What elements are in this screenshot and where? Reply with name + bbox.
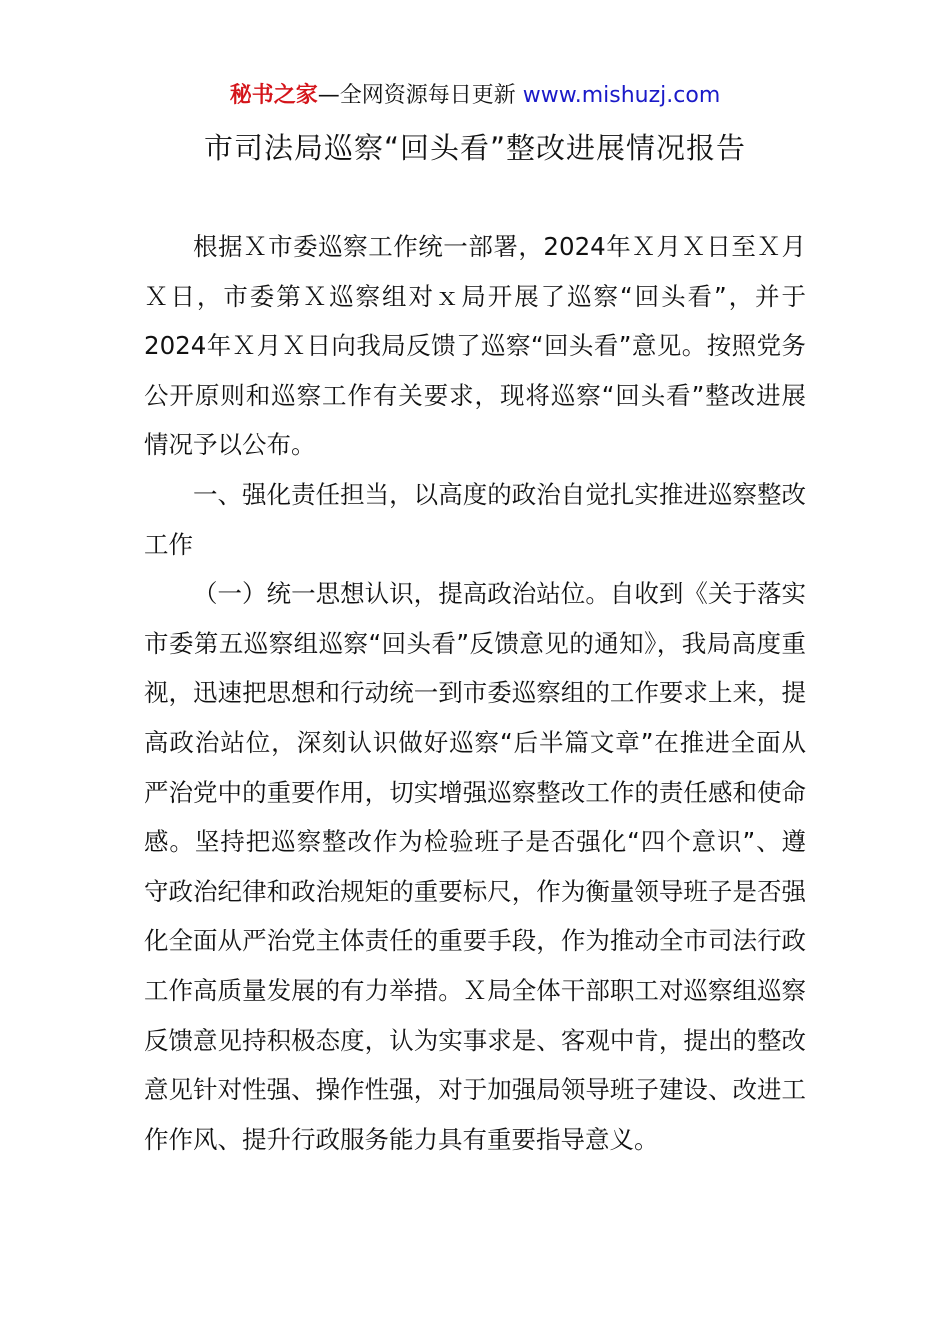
- site-url-link[interactable]: www.mishuzj.com: [522, 83, 721, 108]
- paragraph-intro: 根据Ｘ市委巡察工作统一部署，2024年Ｘ月Ｘ日至Ｘ月Ｘ日，市委第Ｘ巡察组对ｘ局开展了巡察“回头看”，并于2024年Ｘ月Ｘ日向我局反馈了巡察“回头看”意见。按照党务公开原则和巡察工作有关要求，现将巡察“回头看”整改进展情况予以公布。: [144, 232, 806, 460]
- document-body: [144, 222, 806, 1164]
- paragraph-subsection-1: （一）统一思想认识，提高政治站位。自收到《关于落实市委第五巡察组巡察“回头看”反馈意见的通知》，我局高度重视，迅速把思想和行动统一到市委巡察组的工作要求上来，提高政治站位，深刻认识做好巡察“后半篇文章”在推进全面从严治党中的重要作用，切实增强巡察整改工作的责任感和使命感。坚持把巡察整改作为检验班子是否强化“四个意识”、遵守政治纪律和政治规矩的重要标尺，作为衡量领导班子是否强化全面从严治党主体责任的重要手段，作为推动全市司法行政工作高质量发展的有力举措。Ｘ局全体干部职工对巡察组巡察反馈意见持积极态度，认为实事求是、客观中肯，提出的整改意见针对性强、操作性强，对于加强局领导班子建设、改进工作作风、提升行政服务能力具有重要指导意义。: [144, 579, 806, 1154]
- section-heading-1: 一、强化责任担当，以高度的政治自觉扎实推进巡察整改工作: [144, 479, 806, 559]
- site-header: [0, 80, 950, 112]
- site-tagline: —全网资源每日更新: [317, 83, 516, 108]
- site-brand: 秘书之家: [229, 83, 318, 108]
- document-title: 市司法局巡察“回头看”整改进展情况报告: [203, 131, 747, 165]
